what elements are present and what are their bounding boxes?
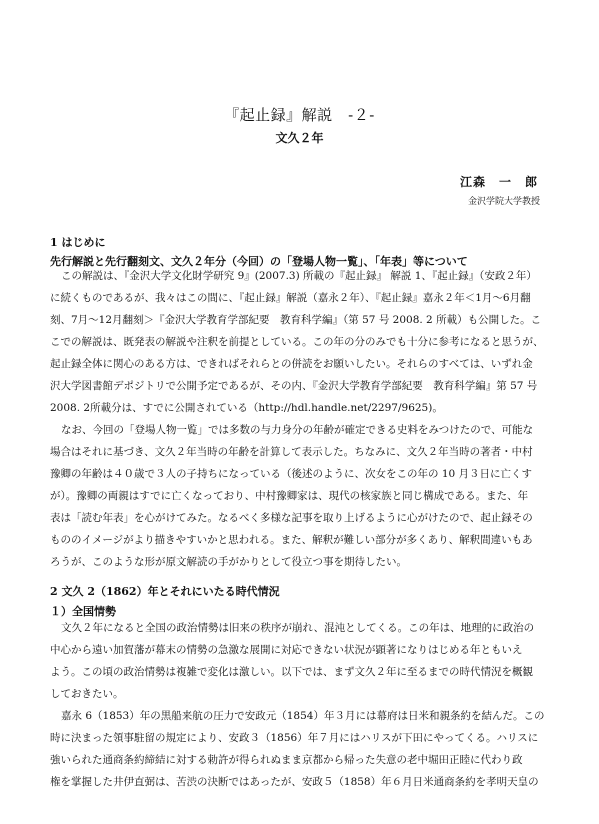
text-line: 強いられた通商条約締結に対する勅許が得られぬまま京都から帰った失意の老中堀田正睦に代わり政 [50,754,523,766]
author-affiliation: 金沢学院大学教授 [468,197,541,207]
text-line: この解説は、『金沢大学文化財学研究 9』(2007.3) 所載の『起止録』 解説 1、『起止録』（安政２年） [61,270,537,282]
text-line: なお、今回の「登場人物一覧」では多数の与力身分の年齢が確定できる史料をみつけたので、可能な [61,424,534,436]
section1-heading: 1 はじめに [50,236,106,249]
text-line: 2008. 2所載分は、すでに公開されている（http://hdl.handle.net/2297/9625)。 [50,402,443,414]
text-line: 起止録全体に関心のある方は、できればそれらとの併読をお願いしたい。それらのすべては、いずれ金 [50,358,533,370]
section2-paragraph-2 [50,705,550,793]
section1-paragraph-2 [50,419,550,573]
section2-paragraph-1 [50,617,550,705]
text-line: 権を掌握した井伊直弼は、苦渋の決断ではあったが、安政５（1858）年６月日米通商条約を孝明天皇の [50,776,539,788]
text-line: に続くものであるが、我々はこの間に、『起止録』解説（嘉永２年）、『起止録』嘉永２年＜1月～6月翻 [50,292,531,304]
text-line: こでの解説は、既発表の解説や注釈を前提としている。この年の分のみでも十分に参考になると思うが、 [50,336,544,348]
section2-subheading: １）全国情勢 [50,605,116,618]
text-line: が）。豫卿の両親はすでに亡くなっており、中村豫卿家は、現代の核家族と同じ構成である。また、年 [50,490,529,502]
text-line: 表は「読む年表」を心がけてみた。なるべく多様な記事を取り上げるように心がけたので、起止録その [50,512,533,524]
author-name: 江森 一 郎 [460,175,539,189]
text-line: 中心から遠い加賀藩が幕末の情勢の急激な展開に対応できない状況が顕著になりはじめる年ともいえ [50,644,523,656]
text-line: よう。この頃の政治情勢は複雑で変化は激しい。以下では、まず文久２年に至るまでの時代情況を概観 [50,666,533,678]
text-line: もののイメージがより描きやすいかと思われる。また、解釈が難しい部分が多くあり、解釈間違いもあ [50,534,533,546]
section2-heading: 2 文久 2（1862）年とそれにいたる時代情況 [50,585,280,598]
text-line: 場合はそれに基づき、文久２年当時の年齢を計算して表示した。ちなみに、文久２年当時の著者・中村 [50,446,533,458]
document-subtitle: 文久２年 [275,131,324,145]
section1-paragraph-1 [50,265,550,419]
text-line: しておきたい。 [50,688,124,700]
text-line: 文久２年になると全国の政治情勢は旧来の秩序が崩れ、混沌としてくる。この年は、地理的に政治の [61,622,535,634]
text-line: 豫卿の年齢は４０歳で３人の子持ちになっている（後述のように、次女をこの年の 10 月３日に亡くす [50,468,533,480]
document-title: 『起止録』解説 -２- [224,106,375,124]
text-line: 沢大学図書館デポジトリで公開予定であるが、その内、『金沢大学教育学部紀要 教育科学編』第 57 号 [50,380,538,392]
text-line: 嘉永 6（1853）年の黒船来航の圧力で安政元（1854）年３月には幕府は日米和親条約を結んだ。この [61,710,545,722]
text-line: ろうが、このような形が原文解読の手がかりとして役立つ事を期待したい。 [50,556,407,568]
text-line: 時に決まった領事駐留の規定により、安政３（1856）年７月にはハリスが下田にやってくる。ハリスに [50,732,539,744]
text-line: 刻、7月～12月翻刻＞『金沢大学教育学部紀要 教育科学編』（第 57 号 2008. 2 所載）も公開した。こ [50,314,542,326]
section1-subheading: 先行解説と先行翻刻文、文久２年分（今回）の「登場人物一覧」、「年表」等について [50,255,468,268]
